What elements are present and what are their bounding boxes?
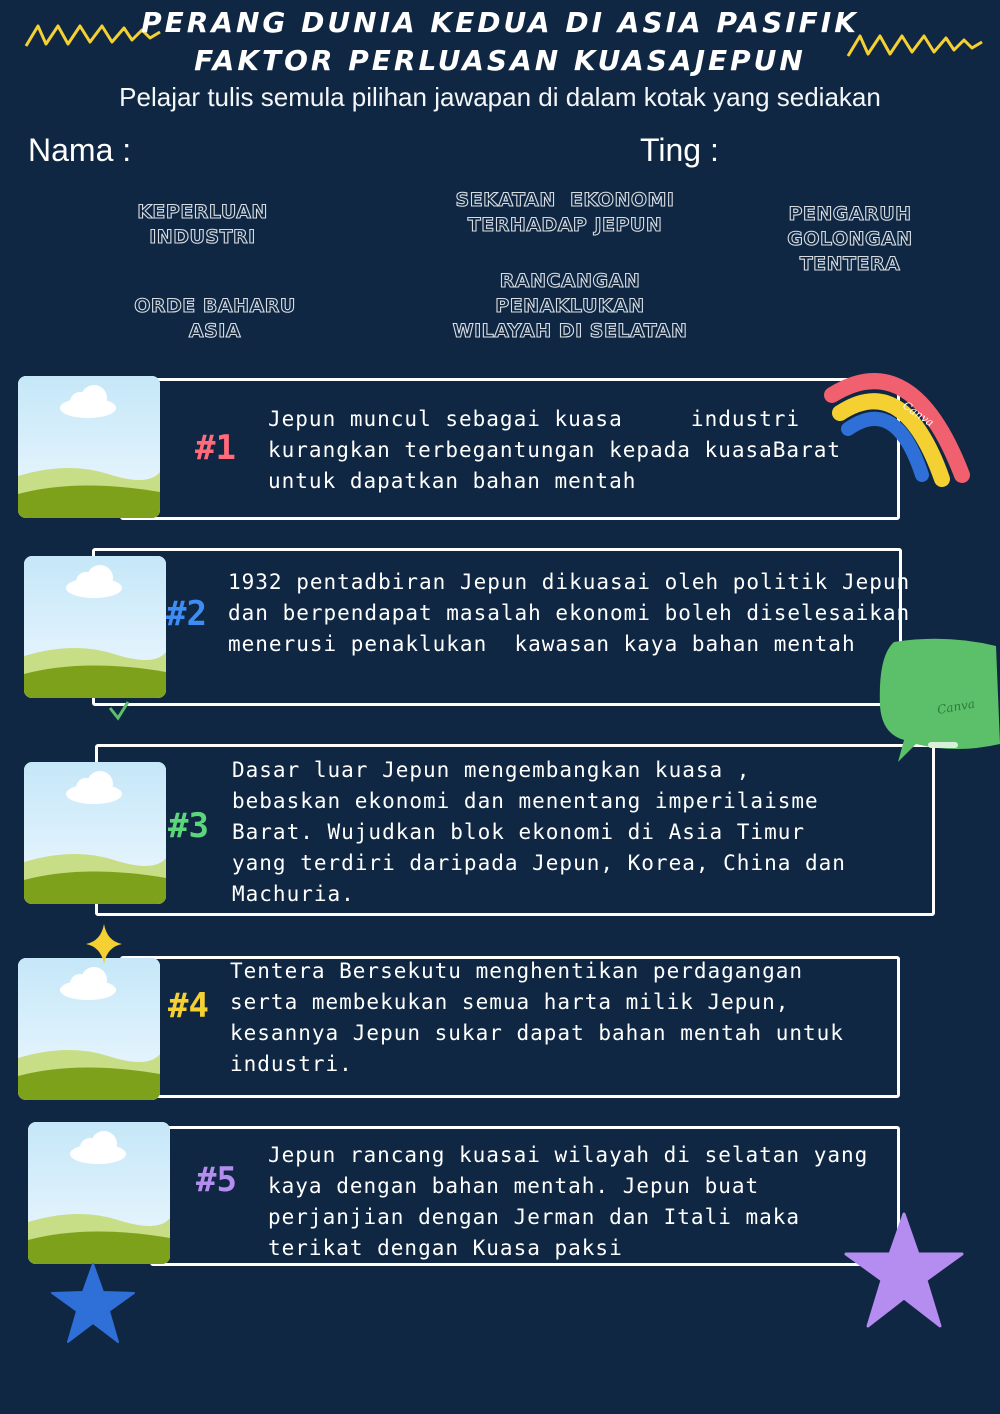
blue-star-sticker (50, 1262, 136, 1344)
rainbow-sticker (822, 355, 972, 495)
option-rancangan-penaklukan: RANCANGAN PENAKLUKAN WILAYAH DI SELATAN (452, 270, 688, 342)
option-orde-baharu-asia: ORDE BAHARU ASIA (134, 295, 296, 342)
name-label: Nama : (28, 132, 132, 168)
rainbow-canva-label: Canva (900, 398, 937, 430)
option-sekatan-ekonomi: SEKATAN EKONOMI TERHADAP JEPUN (455, 189, 675, 236)
item-number-1: #1 (195, 428, 236, 468)
speech-bubble-sticker (876, 636, 1000, 770)
page-title-line1: PERANG DUNIA KEDUA DI ASIA PASIFIK (141, 6, 859, 39)
bubble-canva-label: Canva (936, 696, 976, 717)
image-placeholder-3 (24, 762, 166, 904)
image-placeholder-5 (28, 1122, 170, 1264)
image-placeholder-2 (24, 556, 166, 698)
item-text-5: Jepun rancang kuasai wilayah di selatan yang kaya dengan bahan mentah. Jepun buat perjanjian dengan Jerman dan Itali maka terikat dengan Kuasa paksi (268, 1143, 869, 1260)
item-number-5: #5 (196, 1160, 237, 1200)
item-text-2: 1932 pentadbiran Jepun dikuasai oleh politik Jepun dan berpendapat masalah ekonomi boleh diselesaikan menerusi penaklukan kawasan kaya bahan mentah (228, 570, 911, 656)
instruction-text: Pelajar tulis semula pilihan jawapan di dalam kotak yang sediakan (119, 82, 881, 112)
purple-star-sticker (842, 1210, 966, 1334)
item-number-3: #3 (168, 806, 209, 846)
item-number-2: #2 (166, 594, 207, 634)
option-pengaruh-tentera: PENGARUH GOLONGAN TENTERA (787, 203, 913, 275)
sparkle-icon (86, 924, 122, 964)
image-placeholder-1 (18, 376, 160, 518)
page-title-line2: FAKTOR PERLUASAN KUASAJEPUN (194, 44, 806, 77)
option-keperluan-industri: KEPERLUAN INDUSTRI (137, 201, 268, 248)
item-text-3: Dasar luar Jepun mengembangkan kuasa , bebaskan ekonomi dan menentang imperilaisme Barat. Wujudkan blok ekonomi di Asia Timur yang terdiri daripada Jepun, Korea, China dan Machuria. (232, 758, 846, 906)
item-text-4: Tentera Bersekutu menghentikan perdagangan serta membekukan semua harta milik Jepun, kesannya Jepun sukar dapat bahan mentah untuk industri. (230, 959, 844, 1076)
form-label: Ting : (640, 132, 719, 168)
small-green-check-icon (108, 700, 130, 722)
item-text-1: Jepun muncul sebagai kuasa industri kurangkan terbegantungan kepada kuasaBarat untuk dapatkan bahan mentah (268, 407, 842, 493)
image-placeholder-4 (18, 958, 160, 1100)
item-number-4: #4 (168, 986, 209, 1026)
